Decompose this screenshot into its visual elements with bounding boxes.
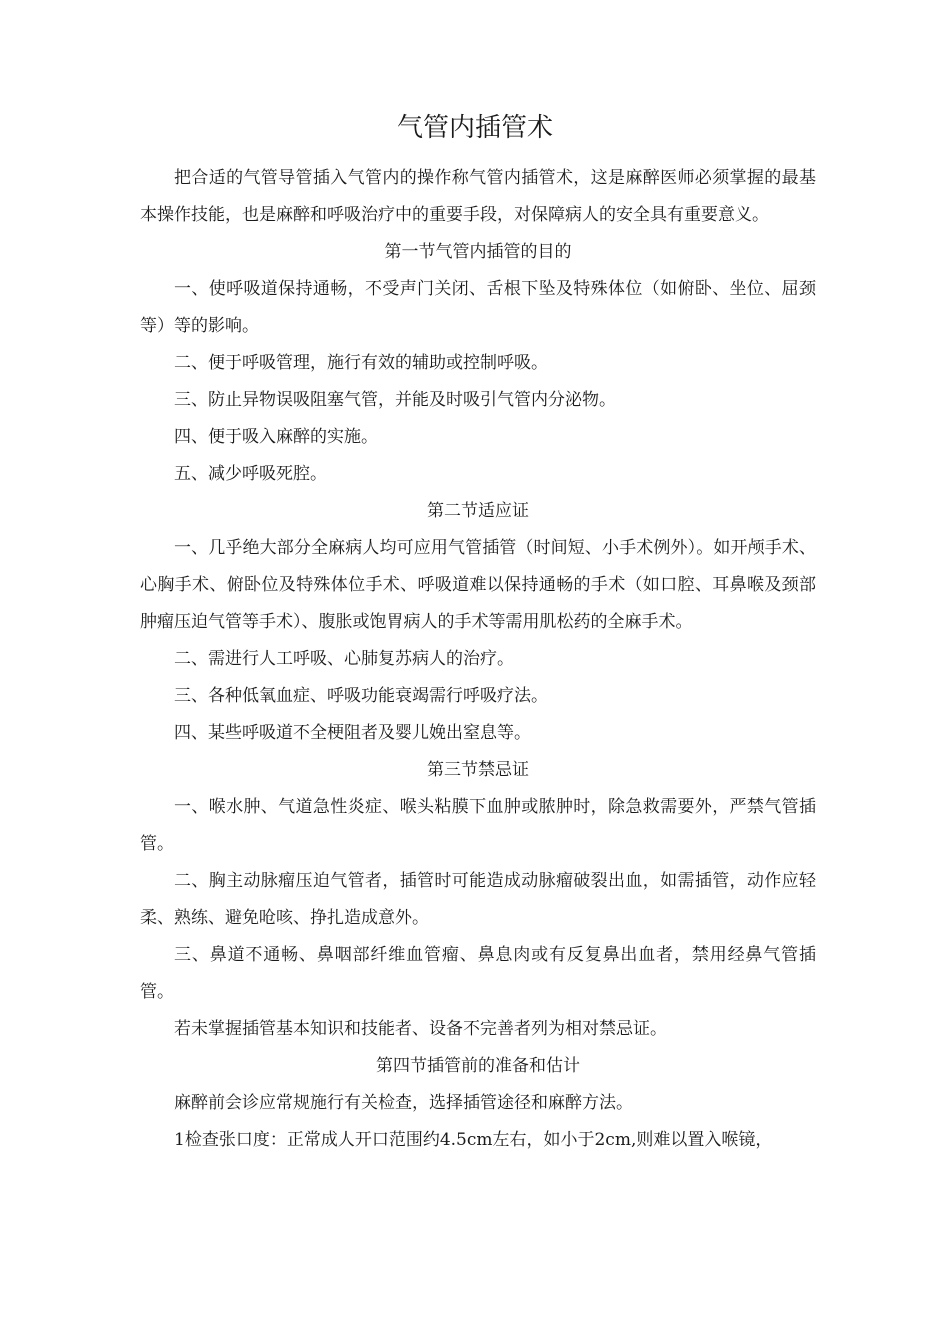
paragraph: 二、便于呼吸管理，施行有效的辅助或控制呼吸。: [174, 353, 548, 373]
document-body: [140, 160, 816, 1159]
paragraph: 二、需进行人工呼吸、心肺复苏病人的治疗。: [174, 649, 514, 669]
section-heading: 第三节禁忌证: [427, 760, 529, 780]
paragraph: 一、喉水肿、气道急性炎症、喉头粘膜下血肿或脓肿时，除急救需要外，严禁气管插管。: [140, 797, 816, 854]
paragraph: 四、某些呼吸道不全梗阻者及婴儿娩出窒息等。: [174, 723, 531, 743]
paragraph: 四、便于吸入麻醉的实施。: [174, 427, 378, 447]
section-heading: 第二节适应证: [427, 501, 529, 521]
paragraph: 五、减少呼吸死腔。: [174, 464, 327, 484]
section-preparation: [140, 1048, 816, 1159]
intro-paragraph: 把合适的气管导管插入气管内的操作称气管内插管术，这是麻醉医师必须掌握的最基本操作技能，也是麻醉和呼吸治疗中的重要手段，对保障病人的安全具有重要意义。: [140, 168, 816, 225]
paragraph: 麻醉前会诊应常规施行有关检查，选择插管途径和麻醉方法。: [174, 1093, 633, 1113]
paragraph: 1检查张口度：正常成人开口范围约4.5cm左右，如小于2cm,则难以置入喉镜，: [174, 1130, 773, 1150]
paragraph: 三、防止异物误吸阻塞气管，并能及时吸引气管内分泌物。: [174, 390, 616, 410]
section-contraindications: [140, 752, 816, 1048]
paragraph: 一、几乎绝大部分全麻病人均可应用气管插管（时间短、小手术例外）。如开颅手术、心胸手术、俯卧位及特殊体位手术、呼吸道难以保持通畅的手术（如口腔、耳鼻喉及颈部肿瘤压迫气管等手术）、腹胀或饱胃病人的手术等需用肌松药的全麻手术。: [140, 538, 816, 632]
section-purpose: [140, 234, 816, 493]
section-heading: 第一节气管内插管的目的: [384, 242, 572, 262]
document-title: 气管内插管术: [396, 113, 553, 143]
section-indications: [140, 493, 816, 752]
paragraph: 若未掌握插管基本知识和技能者、设备不完善者列为相对禁忌证。: [174, 1019, 667, 1039]
section-heading: 第四节插管前的准备和估计: [376, 1056, 580, 1076]
paragraph: 三、各种低氧血症、呼吸功能衰竭需行呼吸疗法。: [174, 686, 548, 706]
paragraph: 三、鼻道不通畅、鼻咽部纤维血管瘤、鼻息肉或有反复鼻出血者，禁用经鼻气管插管。: [140, 945, 816, 1002]
paragraph: 一、使呼吸道保持通畅，不受声门关闭、舌根下坠及特殊体位（如俯卧、坐位、屈颈等）等的影响。: [140, 279, 816, 336]
paragraph: 二、胸主动脉瘤压迫气管者，插管时可能造成动脉瘤破裂出血，如需插管，动作应轻柔、熟练、避免呛咳、挣扎造成意外。: [140, 871, 816, 928]
